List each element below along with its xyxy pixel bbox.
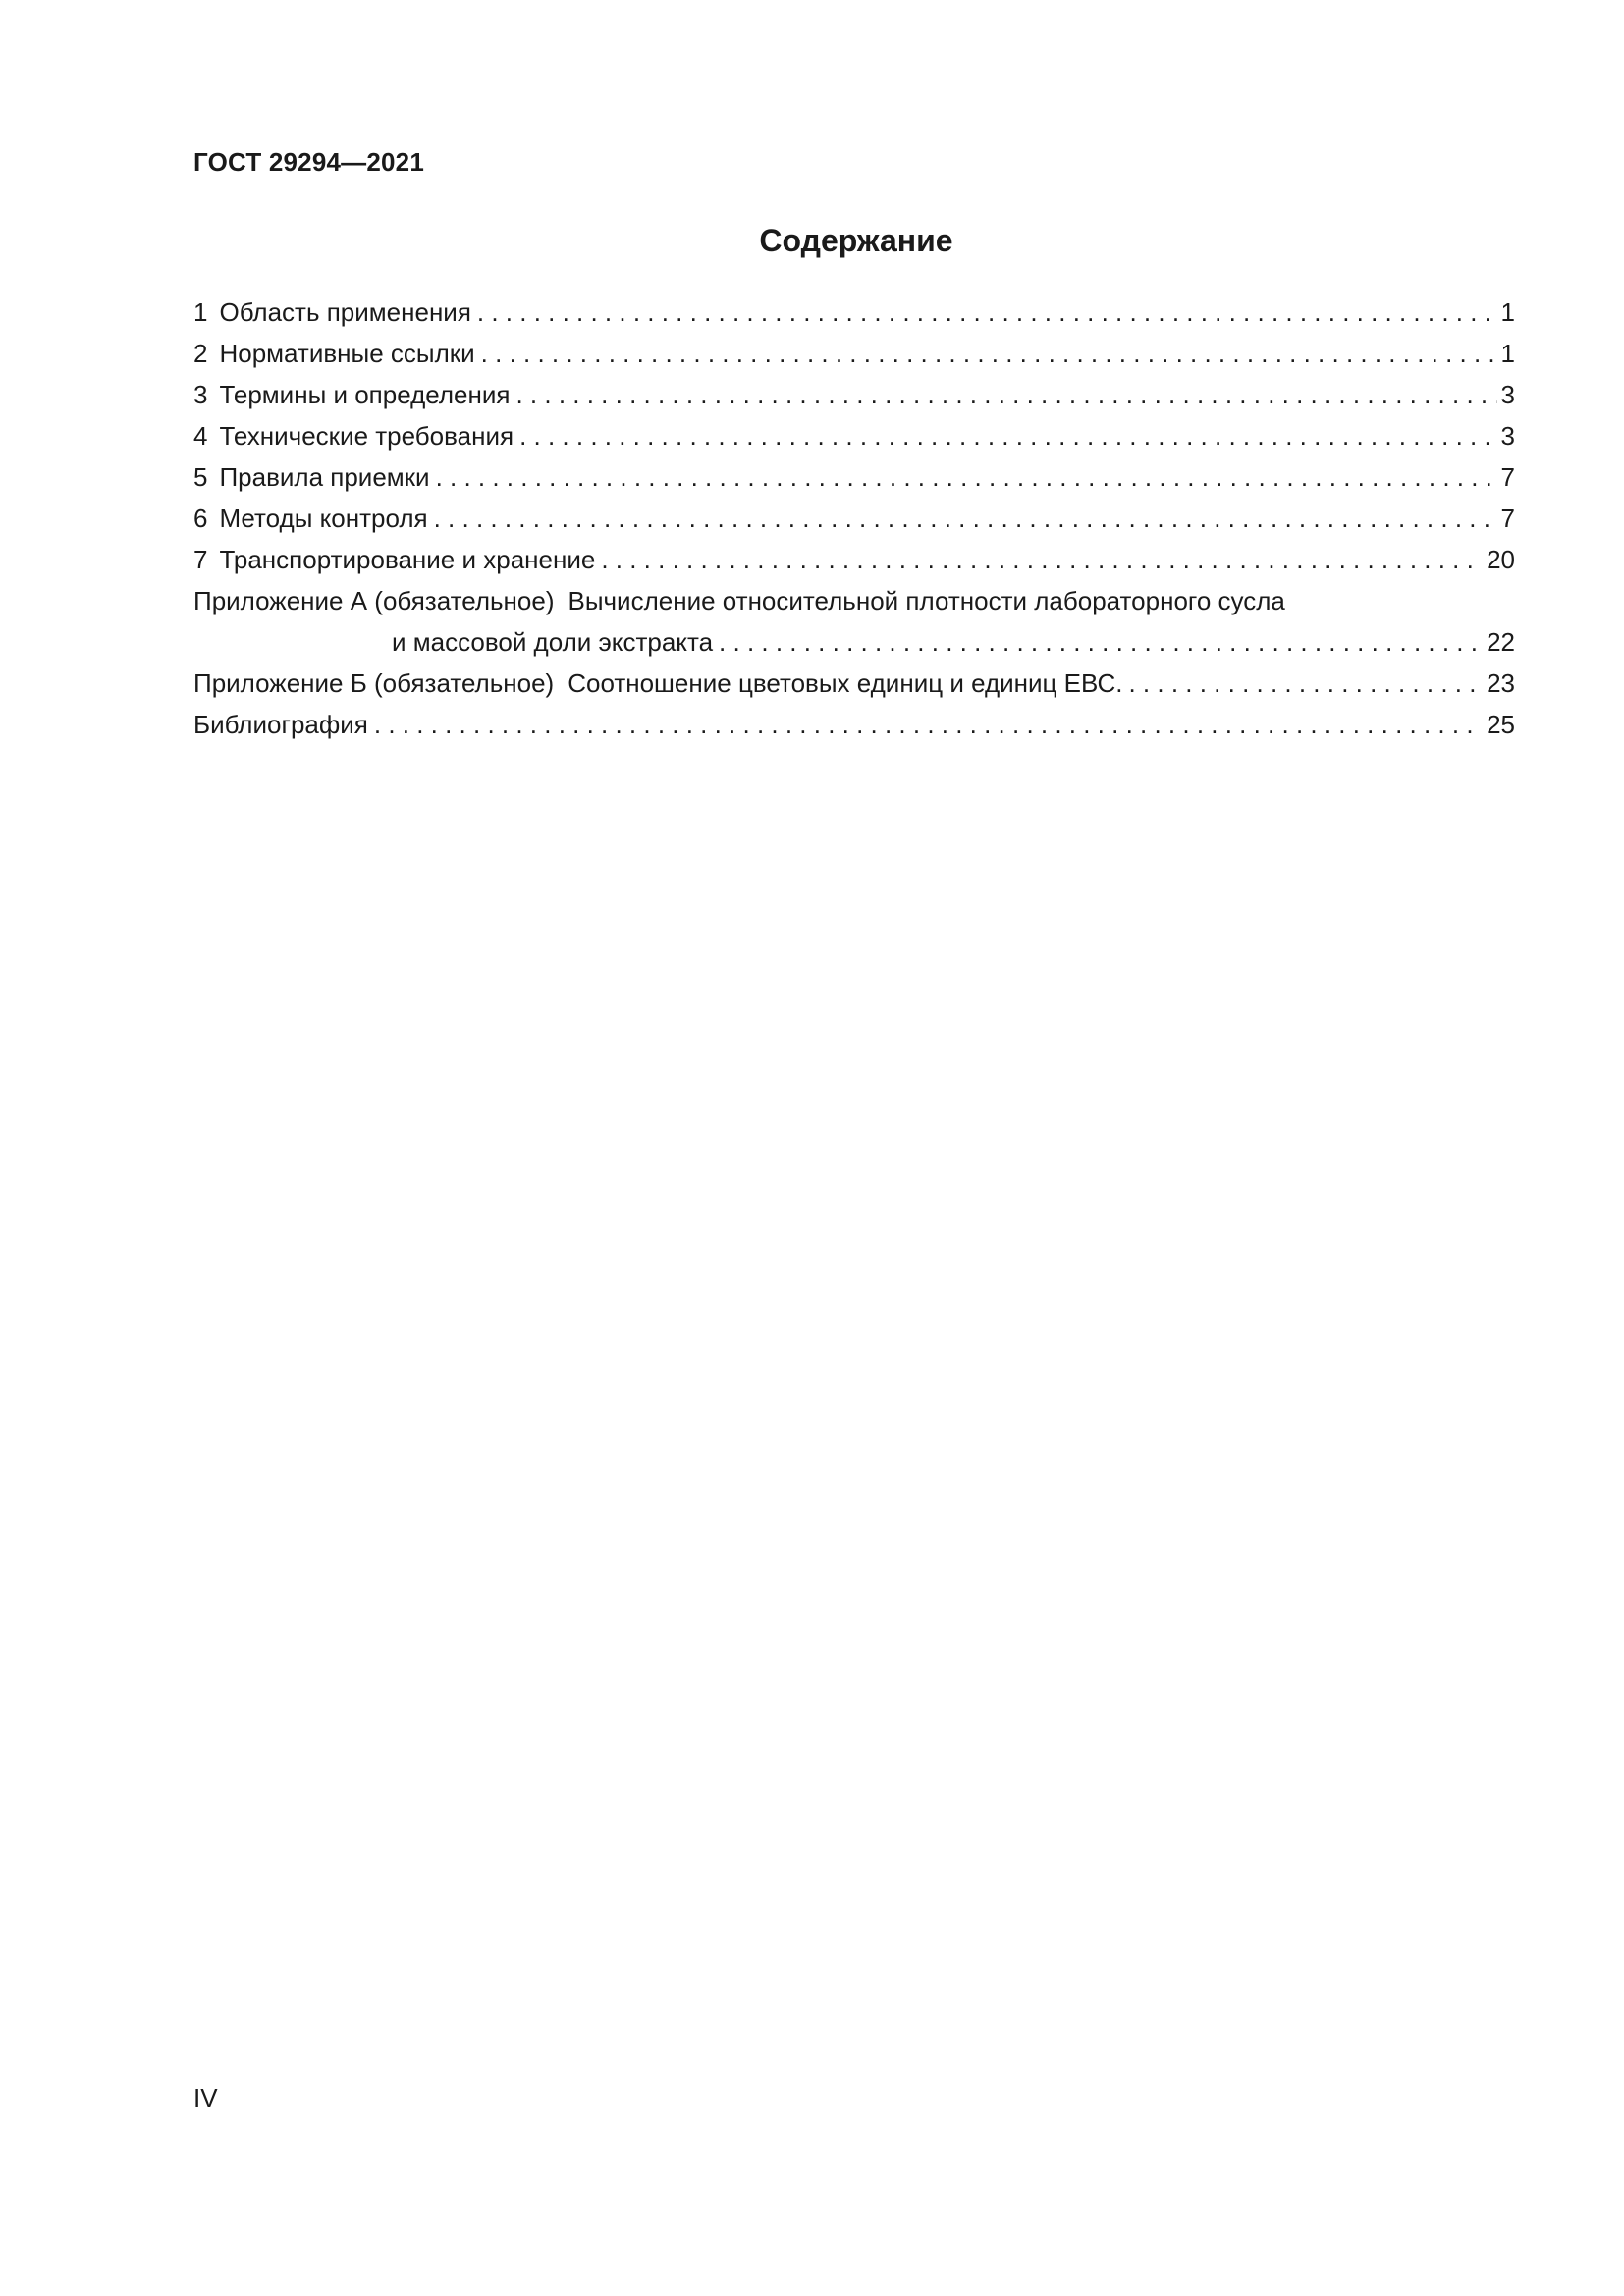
page-number: IV (193, 2083, 218, 2112)
toc-entry-text: Правила приемки (219, 462, 430, 492)
toc-leader-dots (515, 374, 1496, 415)
toc-entry-technical-requirements[interactable] (193, 415, 1515, 456)
toc-entry-page: 7 (1500, 462, 1515, 492)
toc-entry-text: Транспортирование и хранение (219, 545, 596, 574)
toc-entry-annex-b[interactable] (193, 663, 1515, 704)
toc-entry-normative-references[interactable] (193, 333, 1515, 374)
toc-leader-dots (601, 539, 1483, 580)
toc-entry-number: 2 (193, 339, 208, 368)
toc-entry-annex-a[interactable] (193, 580, 1515, 621)
toc-entry-page: 1 (1500, 339, 1515, 368)
toc-entry-page: 3 (1500, 380, 1515, 409)
toc-entry-number: 4 (193, 421, 208, 451)
toc-entry-scope[interactable] (193, 292, 1515, 333)
toc-entry-page: 22 (1487, 627, 1515, 657)
toc-entry-acceptance-rules[interactable] (193, 456, 1515, 498)
toc-entry-terms-definitions[interactable] (193, 374, 1515, 415)
toc-entry-number: 6 (193, 504, 208, 533)
toc-leader-dots (519, 415, 1496, 456)
toc-annex-label: Приложение Б (обязательное) (193, 668, 555, 698)
toc-entry-number: 5 (193, 462, 208, 492)
toc-leader-dots (1128, 663, 1483, 704)
toc-entry-page: 23 (1487, 668, 1515, 698)
toc-leader-dots (719, 621, 1483, 663)
toc-annex-label: Приложение А (обязательное) (193, 586, 555, 615)
toc-entry-page: 3 (1500, 421, 1515, 451)
toc-entry-transport-storage[interactable] (193, 539, 1515, 580)
toc-entry-annex-a-continued[interactable] (193, 621, 1515, 663)
toc-entry-text: Технические требования (219, 421, 514, 451)
toc-entry-text: Методы контроля (219, 504, 428, 533)
table-of-contents (193, 292, 1515, 745)
toc-entry-page: 7 (1500, 504, 1515, 533)
toc-entry-text: Нормативные ссылки (219, 339, 475, 368)
toc-entry-page: 1 (1500, 297, 1515, 327)
toc-leader-dots (434, 498, 1497, 539)
toc-entry-text: Библиография (193, 710, 368, 739)
toc-entry-page: 25 (1487, 710, 1515, 739)
toc-leader-dots (436, 456, 1497, 498)
toc-entry-text: и массовой доли экстракта (392, 627, 714, 657)
toc-entry-text: Вычисление относительной плотности лабораторного сусла (568, 586, 1285, 615)
toc-entry-number: 1 (193, 297, 208, 327)
toc-leader-dots (374, 704, 1483, 745)
toc-title: Содержание (759, 223, 953, 258)
toc-entry-text: Термины и определения (219, 380, 511, 409)
toc-entry-text: Соотношение цветовых единиц и единиц ЕВС. (568, 668, 1123, 698)
toc-leader-dots (477, 292, 1497, 333)
toc-entry-text: Область применения (219, 297, 471, 327)
toc-entry-number: 7 (193, 545, 208, 574)
document-header: ГОСТ 29294—2021 (193, 147, 424, 177)
toc-entry-control-methods[interactable] (193, 498, 1515, 539)
toc-entry-page: 20 (1487, 545, 1515, 574)
toc-entry-number: 3 (193, 380, 208, 409)
toc-entry-bibliography[interactable] (193, 704, 1515, 745)
toc-leader-dots (481, 333, 1497, 374)
